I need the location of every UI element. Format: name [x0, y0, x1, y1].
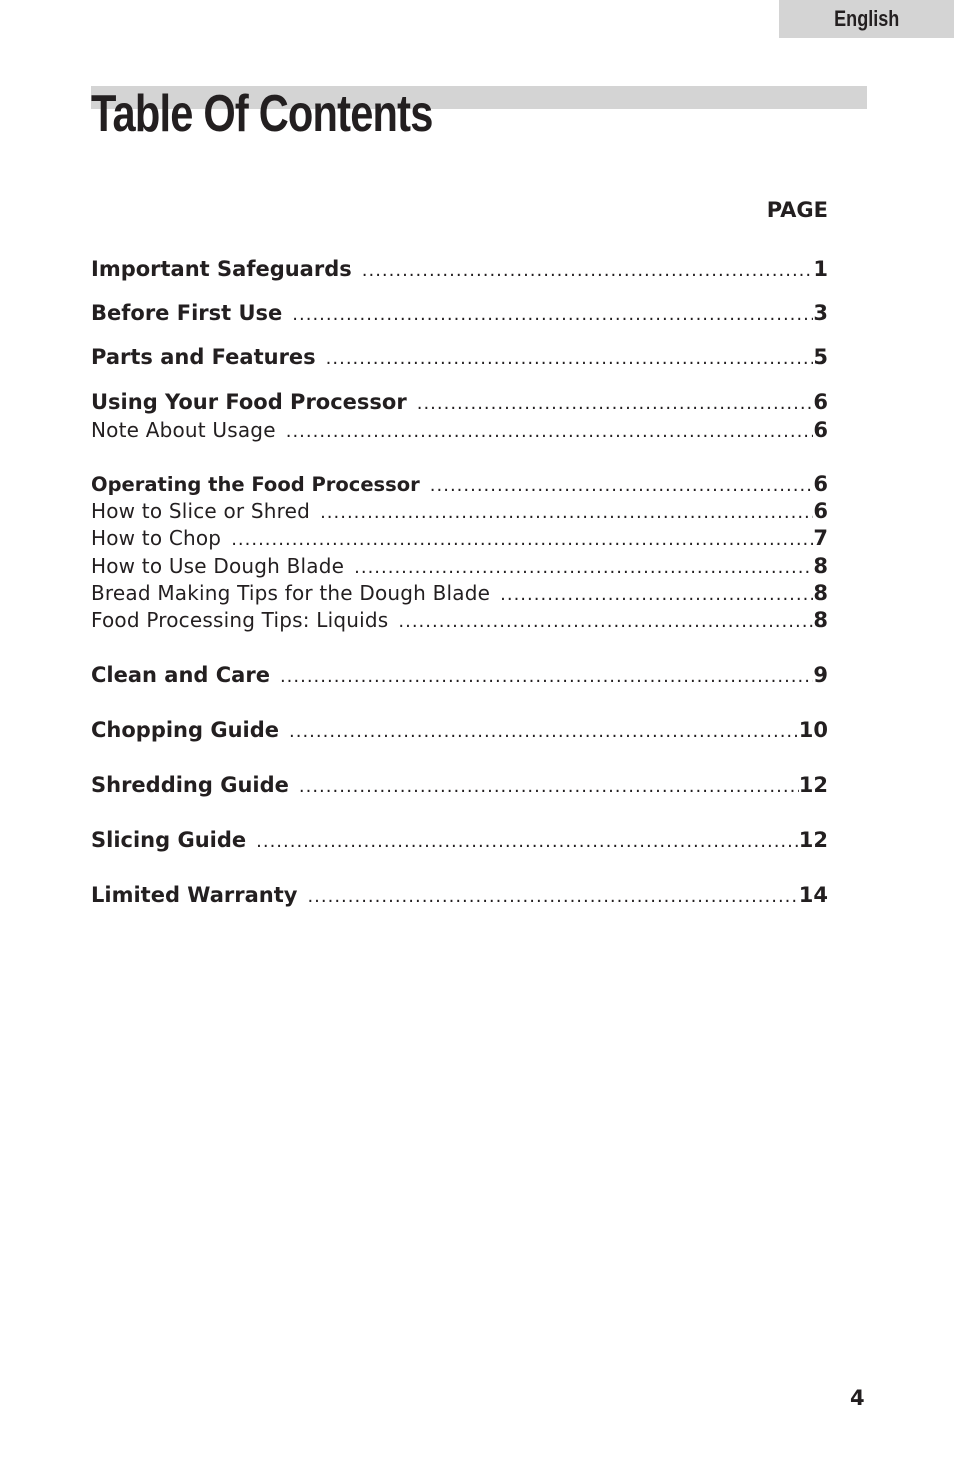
toc-entry-page: 12 — [798, 828, 828, 852]
toc-entry-using-your-food-processor[interactable] — [91, 389, 828, 417]
dot-leader — [320, 499, 813, 526]
toc-entry-label: Important Safeguards — [91, 257, 352, 281]
toc-entry-page: 1 — [813, 257, 828, 281]
toc-entry-label: Limited Warranty — [91, 883, 298, 907]
toc-entry-label: How to Slice or Shred — [91, 499, 311, 523]
toc-entry-page: 8 — [813, 581, 828, 605]
toc-entry-page: 6 — [813, 472, 828, 496]
dot-leader — [299, 773, 799, 800]
toc-entry-how-to-chop[interactable] — [91, 525, 828, 553]
toc-entry-label: Clean and Care — [91, 663, 270, 687]
toc-entry-label: How to Use Dough Blade — [91, 554, 345, 578]
toc-entry-page: 5 — [813, 345, 828, 369]
language-label: English — [833, 6, 900, 31]
dot-leader — [398, 608, 813, 635]
dot-leader — [256, 828, 799, 855]
toc-entry-page: 6 — [813, 390, 828, 414]
toc-entry-important-safeguards[interactable] — [91, 256, 828, 284]
toc-entry-label: How to Chop — [91, 526, 222, 550]
toc-entry-chopping-guide[interactable] — [91, 717, 828, 745]
dot-leader — [289, 718, 799, 745]
toc-entry-label: Operating the Food Processor — [91, 473, 420, 496]
dot-leader — [231, 526, 813, 553]
toc-entry-limited-warranty[interactable] — [91, 882, 828, 910]
dot-leader — [292, 301, 813, 328]
page-title: Table Of Contents — [91, 85, 433, 143]
dot-leader — [286, 418, 814, 445]
toc-entry-food-processing-tips-liquids[interactable] — [91, 607, 828, 635]
toc-entry-label: Chopping Guide — [91, 718, 280, 742]
page-column-header: PAGE — [766, 198, 828, 222]
toc-entry-page: 12 — [798, 773, 828, 797]
toc-entry-label: Using Your Food Processor — [91, 390, 407, 414]
dot-leader — [362, 257, 814, 284]
toc-entry-page: 8 — [813, 554, 828, 578]
toc-entry-label: Shredding Guide — [91, 773, 289, 797]
toc-entry-page: 3 — [813, 301, 828, 325]
toc-entry-page: 10 — [798, 718, 828, 742]
toc-entry-shredding-guide[interactable] — [91, 772, 828, 800]
page-number: 4 — [850, 1386, 865, 1410]
toc-entry-note-about-usage[interactable] — [91, 417, 828, 445]
toc-entry-label: Before First Use — [91, 301, 283, 325]
toc-entry-page: 6 — [813, 418, 828, 442]
language-tab — [779, 0, 954, 38]
toc-entry-how-to-slice-or-shred[interactable] — [91, 498, 828, 526]
toc-entry-how-to-use-dough-blade[interactable] — [91, 553, 828, 581]
toc-entry-operating-the-food-processor[interactable] — [91, 471, 828, 499]
dot-leader — [417, 390, 814, 417]
toc-entry-label: Food Processing Tips: Liquids — [91, 608, 389, 632]
toc-entry-clean-and-care[interactable] — [91, 662, 828, 690]
dot-leader — [430, 472, 814, 499]
toc-entry-page: 7 — [813, 526, 828, 550]
toc-entry-page: 8 — [813, 608, 828, 632]
toc-entry-parts-and-features[interactable] — [91, 344, 828, 372]
dot-leader — [307, 883, 798, 910]
toc-entry-page: 9 — [813, 663, 828, 687]
toc-entry-page: 14 — [798, 883, 828, 907]
toc-entry-slicing-guide[interactable] — [91, 827, 828, 855]
toc-entry-label: Slicing Guide — [91, 828, 247, 852]
dot-leader — [280, 663, 813, 690]
toc-entry-page: 6 — [813, 499, 828, 523]
dot-leader — [354, 554, 813, 581]
toc-entry-label: Bread Making Tips for the Dough Blade — [91, 581, 491, 605]
toc-entry-label: Note About Usage — [91, 418, 276, 442]
dot-leader — [500, 581, 813, 608]
toc-entry-before-first-use[interactable] — [91, 300, 828, 328]
toc-entry-label: Parts and Features — [91, 345, 316, 369]
toc-entry-bread-making-tips[interactable] — [91, 580, 828, 608]
dot-leader — [326, 345, 814, 372]
